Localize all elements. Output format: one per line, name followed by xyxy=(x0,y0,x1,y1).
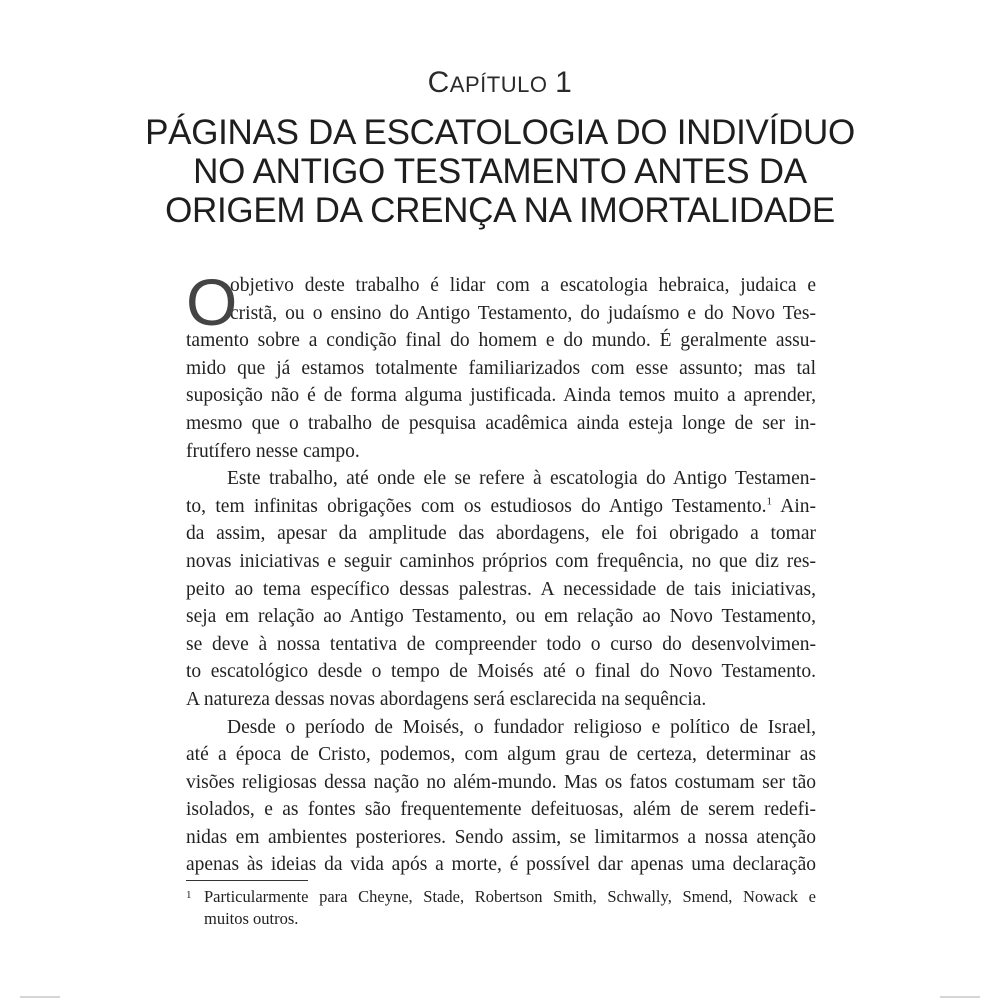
paragraph-2-line-footnote xyxy=(186,493,816,521)
footnote-reference[interactable]: 1 xyxy=(766,495,772,508)
paragraph-3-line: até a época de Cristo, podemos, com algum grau de certeza, determinar as xyxy=(186,744,816,766)
paragraph-3-line: nidas em ambientes posteriores. Sendo assim, se limitarmos a nossa atenção xyxy=(186,826,816,848)
paragraph-2-line: da assim, apesar da amplitude das abordagens, ele foi obrigado a tomar xyxy=(186,523,816,545)
paragraph-2-line: peito ao tema específico dessas palestras. A necessidade de tais iniciativas, xyxy=(186,578,816,600)
footnote xyxy=(186,886,816,930)
paragraph-1-line: suposição não é de forma alguma justificada. Ainda temos muito a aprender, xyxy=(186,385,816,407)
paragraph-3-line: isolados, e as fontes são frequentemente defeituosas, além de serem redefi- xyxy=(186,799,816,821)
chapter-title xyxy=(120,113,880,230)
paragraph-1-line: mesmo que o trabalho de pesquisa acadêmica ainda esteja longe de ser in- xyxy=(186,412,816,434)
drop-cap: O xyxy=(186,265,238,339)
paragraph-1-line: frutífero nesse campo. xyxy=(186,440,360,462)
chapter-label-word: APÍTULO xyxy=(449,72,548,97)
paragraph-2-line: Este trabalho, até onde ele se refere à escatologia do Antigo Testamen- xyxy=(227,468,816,490)
chapter-label xyxy=(0,66,1000,100)
body-text xyxy=(186,265,816,879)
paragraph-3-line: apenas às ideias da vida após a morte, é possível dar apenas uma declaração xyxy=(186,854,816,876)
paragraph-1-line: tamento sobre a condição final do homem e do mundo. É geralmente assu- xyxy=(186,330,816,352)
paragraph-1-line: mido que já estamos totalmente familiarizados com esse assunto; mas tal xyxy=(186,357,816,379)
footnote-number: 1 xyxy=(186,889,192,901)
chapter-title-line: ORIGEM DA CRENÇA NA IMORTALIDADE xyxy=(165,191,835,230)
footnote-divider xyxy=(186,880,308,881)
footnote-line: muitos outros. xyxy=(204,909,299,928)
chapter-title-line: PÁGINAS DA ESCATOLOGIA DO INDIVÍDUO xyxy=(145,113,855,152)
chapter-title-line: NO ANTIGO TESTAMENTO ANTES DA xyxy=(193,152,807,191)
paragraph-1-line: objetivo deste trabalho é lidar com a escatologia hebraica, judaica e xyxy=(230,275,816,296)
footnote-line: Particularmente para Cheyne, Stade, Robertson Smith, Schwally, Smend, Nowack e xyxy=(204,887,816,906)
crop-mark-right xyxy=(940,996,980,998)
paragraph-2-line: to escatológico desde o tempo de Moisés até o final do Novo Testamento. xyxy=(186,661,816,683)
paragraph-2-line: se deve à nossa tentativa de compreender todo o curso do desenvolvimen- xyxy=(186,633,816,655)
paragraph-2-line: A natureza dessas novas abordagens será esclarecida na sequência. xyxy=(186,688,707,710)
paragraph-3-line: visões religiosas dessa nação no além-mundo. Mas os fatos costumam ser tão xyxy=(186,771,816,793)
paragraph-2-text: Ain- xyxy=(772,495,816,517)
paragraph-1-line: cristã, ou o ensino do Antigo Testamento, do judaísmo e do Novo Tes- xyxy=(230,302,816,324)
crop-mark-left xyxy=(20,996,60,998)
paragraph-2-line: seja em relação ao Antigo Testamento, ou em relação ao Novo Testamento, xyxy=(186,606,816,628)
chapter-number: 1 xyxy=(555,66,573,99)
paragraph-2-text: to, tem infinitas obrigações com os estudiosos do Antigo Testamento. xyxy=(186,495,767,517)
paragraph-2-line: novas iniciativas e seguir caminhos próprios com frequência, no que diz res- xyxy=(186,550,816,572)
chapter-label-initial: C xyxy=(427,66,450,99)
paragraph-3-line: Desde o período de Moisés, o fundador religioso e político de Israel, xyxy=(227,716,816,738)
